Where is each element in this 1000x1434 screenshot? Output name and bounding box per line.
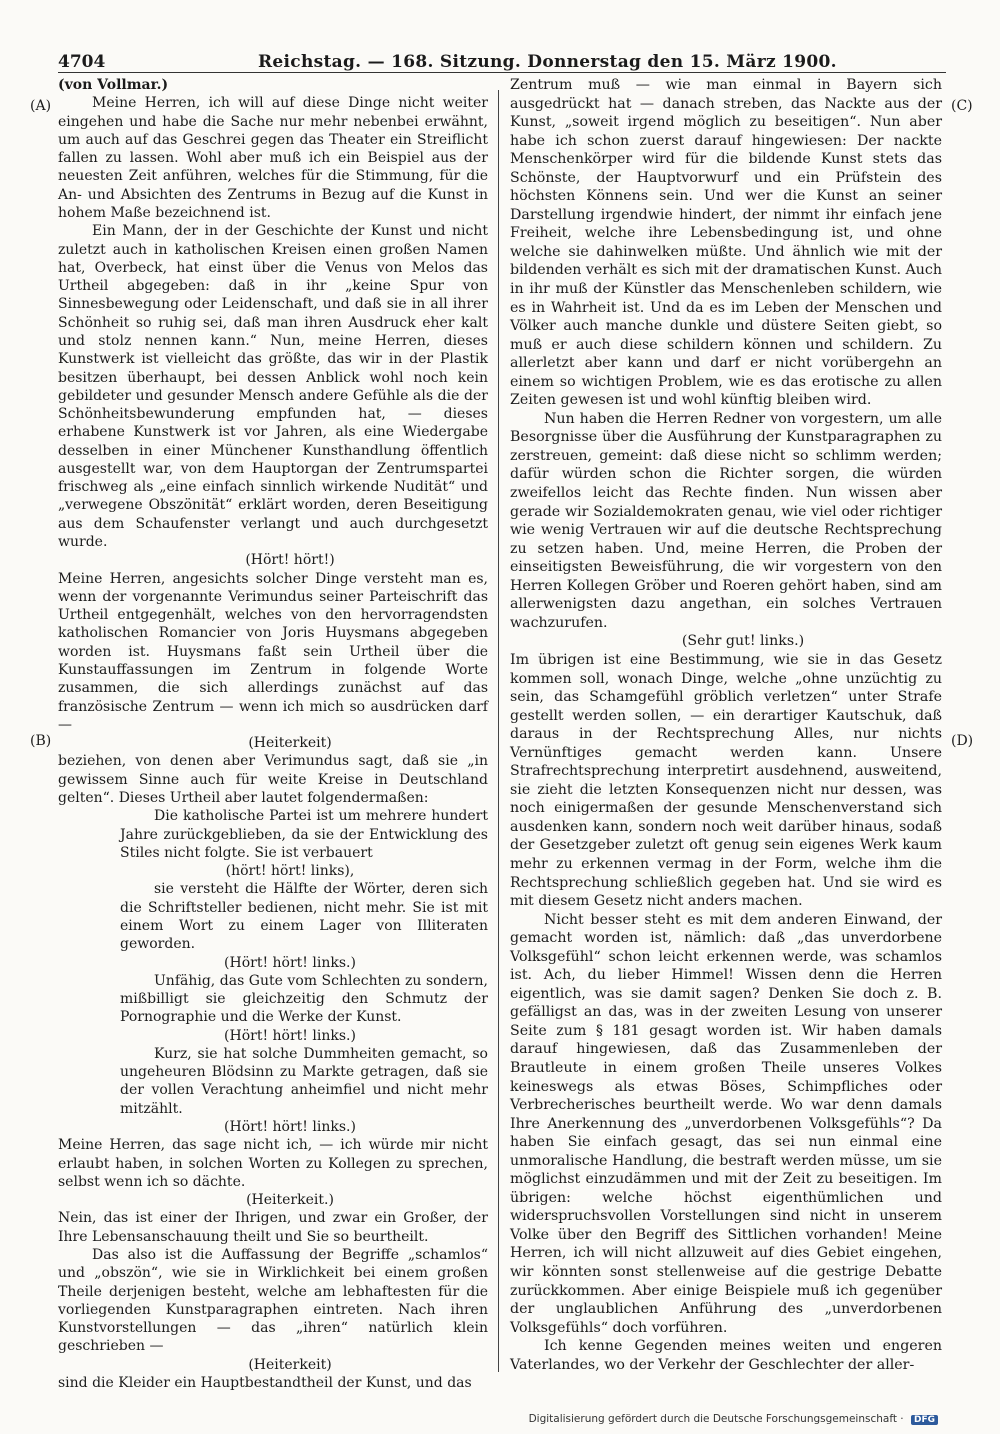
paragraph: Zentrum muß — wie man einmal in Bayern sich ausgedrückt hat — danach streben, das Nackte aus der Kunst, „soweit irgend möglich zu beseitigen“. Nun aber habe ich schon zuerst darauf hingewiesen: Der nackte Menschenkörper wird für die bildende Kunst stets das Schönste, der Hauptvorwurf und ein Prüfstein des höchsten Könnens sein. Und wer die Kunst an seiner Darstellung irgendwie hindert, der nimmt ihr einfach jene Freiheit, welche ihre Lebensbedingung ist, und ohne welche sie dahinwelken müßte. Und ähnlich wie mit der bildenden verhält es sich mit der dramatischen Kunst. Auch in ihr muß der Künstler das Menschenleben schildern, wie es in Wahrheit ist. Und da es im Leben der Menschen und Völker auch manche dunkle und düstere Seiten giebt, so muß er auch diese schildern können und schildern. Zu allerletzt aber kann und darf er nicht vorübergehn an einem so wichtigen Problem, wie es das erotische zu allen Zeiten gewesen ist und wohl künftig bleiben wird. xyxy=(510,77,942,409)
footer xyxy=(529,1413,938,1425)
margin-marker-d: (D) xyxy=(951,733,974,749)
left-column xyxy=(58,76,488,1392)
interjection: (Sehr gut! links.) xyxy=(681,633,805,650)
running-title: Reichstag. — 168. Sitzung. Donnerstag den 15. März 1900. xyxy=(258,52,837,72)
interjection: (Hört! hört! links.) xyxy=(224,1119,356,1136)
paragraph: Im übrigen ist eine Bestimmung, wie sie in das Gesetz kommen soll, wonach Dinge, welche „ohne unzüchtig zu sein, das Schamgefühl gröblich verletzen“ unter Strafe gestellt werden sollen, — ein derartiger Kautschuk, daß daraus in der Rechtsprechung Alles, nur nichts Vernünftiges gemacht werden kann. Unsere Strafrechtsprechung interpretirt ausdehnend, ausweitend, sie zieht die letzten Konsequenzen nicht nur dessen, was noch einigermaßen der gesunde Menschenverstand sich ausdenken kann, sondern noch weit darüber hinaus, sodaß der Gesetzgeber zuletzt oft genug sein eigenes Werk kaum mehr zu erkennen vermag in der Form, welche ihm die Rechtsprechung schließlich gegeben hat. Und sie wird es mit diesem Gesetz nicht anders machen. xyxy=(510,651,942,910)
interjection: (Heiterkeit.) xyxy=(246,1192,334,1209)
paragraph: Das also ist die Auffassung der Begriffe „schamlos“ und „obszön“, wie sie in Wirklichkeit bei einem großen Theile derjenigen besteht, welche am lebhaftesten für die vorliegenden Kunstparagraphen eintreten. Nach ihren Kunstvorstellungen — das „ihren“ natürlich klein geschrieben — xyxy=(58,1247,488,1355)
paragraph: Ein Mann, der in der Geschichte der Kunst und nicht zuletzt auch in katholischen Kreisen einen großen Namen hat, Overbeck, hat einst über die Venus von Melos das Urtheil abgegeben: daß in ihr „keine Spur von Sinnesbewegung oder Leidenschaft, und daß sie in all ihrer Schönheit so ruhig sei, daß man ihren Ausdruck eher kalt und stolz nennen kann.“ Nun, meine Herren, dieses Kunstwerk ist vielleicht das größte, das wir in der Plastik besitzen überhaupt, bei dessen Anblick wohl noch kein gebildeter und gesunder Mensch andere Gefühle als die der Schönheitsbewunderung empfunden hat, — dieses erhabene Kunstwerk ist vor Jahren, als eine Wiedergabe desselben in einer Münchener Kunsthandlung öffentlich ausgestellt war, von dem Hauptorgan der Zentrumspartei frischweg als „eine einfach sinnlich wirkende Nudität“ und „verwegene Obszönität“ erklärt worden, deren Beseitigung aus dem Schaufenster verlangt und auch durchgesetzt wurde. xyxy=(58,223,488,551)
interjection: (hört! hört! links), xyxy=(225,863,355,880)
paragraph: Meine Herren, angesichts solcher Dinge versteht man es, wenn der vorgenannte Verimundus seiner Parteischrift das Urtheil entgegenhält, welches von den hervorragendsten katholischen Romancier von Joris Huysmans abgegeben worden ist. Huysmans faßt sein Urtheil über die Kunstauffassungen im Zentrum in folgende Worte zusammen, die sich allerdings zunächst auf das französische Zentrum — wenn ich mich so ausdrücken darf — xyxy=(58,570,488,733)
paragraph: beziehen, von denen aber Verimundus sagt, daß sie „in gewissem Sinne auch für weite Kreise in Deutschland gelten“. Dieses Urtheil aber lautet folgendermaßen: xyxy=(58,753,488,806)
header-rule xyxy=(58,72,946,73)
paragraph: Nein, das ist einer der Ihrigen, und zwar ein Großer, der Ihre Lebensanschauung theilt und Sie so beurtheilt. xyxy=(58,1210,488,1245)
interjection: (Heiterkeit) xyxy=(248,1356,332,1373)
paragraph: Meine Herren, ich will auf diese Dinge nicht weiter eingehen und habe die Sache nur mehr nebenbei erwähnt, um auch auf das Geschrei gegen das Theater ein Streiflicht fallen zu lassen. Wohl aber muß ich ein Beispiel aus der neuesten Zeit anführen, welches für die Stimmung, für die An- und Absichten des Zentrums in Bezug auf die Kunst in hohem Maße bezeichnend ist. xyxy=(58,95,488,221)
interjection: (Heiterkeit) xyxy=(248,735,332,752)
block-quote: Kurz, sie hat solche Dummheiten gemacht, so ungeheuren Blödsinn zu Markte getragen, daß sie der vollen Verachtung anheimfiel und nicht mehr mitzählt. xyxy=(120,1045,488,1117)
page-header xyxy=(58,52,946,74)
paragraph: Nun haben die Herren Redner von vorgestern, um alle Besorgnisse über die Ausführung der Kunstparagraphen zu zerstreuen, gemeint: daß diese nicht so schlimm werden; dafür würden schon die Richter sorgen, die würden zweifellos leicht das Rechte finden. Nun wissen aber gerade wir Sozialdemokraten genau, wie viel oder richtiger wie wenig Vertrauen wir auf die deutsche Rechtsprechung zu setzen haben. Und, meine Herren, die Proben der einseitigsten Beweisführung, die wir vorgestern von den Herren Kollegen Gröber und Roeren gehört haben, sind am allerwenigsten dazu angethan, ein solches Vertrauen wachzurufen. xyxy=(510,410,942,631)
paragraph: sind die Kleider ein Hauptbestandtheil der Kunst, und das xyxy=(58,1374,472,1391)
interjection: (Hört! hört! links.) xyxy=(224,954,356,971)
block-quote: sie versteht die Hälfte der Wörter, deren sich die Schriftsteller bedienen, nicht mehr. Sie ist mit einem Wort zu einem Lager von Illiteraten geworden. xyxy=(120,881,488,953)
margin-marker-b: (B) xyxy=(30,733,52,749)
paragraph: Nicht besser steht es mit dem anderen Einwand, der gemacht worden ist, nämlich: daß „das unverdorbene Volksgefühl“ schon leicht erkennen werde, was schamlos ist. Ach, du lieber Himmel! Wissen denn die Herren eigentlich, was sie damit sagen? Denken Sie doch z. B. gefälligst an das, was in der zweiten Lesung von unserer Seite zum § 181 gesagt worden ist. Wir haben damals darauf hingewiesen, daß das Zusammenleben der Brautleute in einem großen Theile unseres Volkes keineswegs als etwas Böses, Schimpfliches oder Verbrecherisches beurtheilt werde. Wo war denn damals Ihre Anerkennung des „unverdorbenen Volksgefühls“? Da haben Sie einfach gesagt, das sei nun einmal eine unmoralische Handlung, die bestraft werden müsse, um sie möglichst einzudämmen und mit der Zeit zu beseitigen. Im übrigen: welche höchst eigenthümlichen und widerspruchsvollen Vorstellungen sind nicht in unserem Volke über den Begriff des Sittlichen vorhanden! Meine Herren, ich will nicht allzuweit auf dies Gebiet eingehen, wir könnten sonst stellenweise auf die gestrige Debatte zurückkommen. Aber einige Beispiele muß ich gegenüber der unglaublichen Anführung des „unverdorbenen Volksgefühls“ doch vorführen. xyxy=(510,911,942,1336)
column-divider xyxy=(498,90,499,1372)
footer-credit: Digitalisierung gefördert durch die Deutsche Forschungsgemeinschaft · xyxy=(528,1413,904,1425)
page-number: 4704 xyxy=(58,52,106,72)
right-column xyxy=(510,76,942,1374)
margin-marker-c: (C) xyxy=(951,98,973,114)
interjection: (Hört! hört!) xyxy=(245,552,335,569)
block-quote: Unfähig, das Gute vom Schlechten zu sondern, mißbilligt sie gleichzeitig den Schmutz der Pornographie und die Werke der Kunst. xyxy=(120,972,488,1026)
block-quote: Die katholische Partei ist um mehrere hundert Jahre zurückgeblieben, da sie der Entwicklung des Stiles nicht folgte. Sie ist verbauert xyxy=(120,808,488,861)
dfg-logo: DFG xyxy=(911,1415,938,1425)
paragraph: Ich kenne Gegenden meines weiten und engeren Vaterlandes, wo der Verkehr der Geschlechter der aller- xyxy=(510,1338,942,1373)
paragraph: Meine Herren, das sage nicht ich, — ich würde mir nicht erlaubt haben, in solchen Worten zu Kollegen zu sprechen, selbst wenn ich so dächte. xyxy=(58,1137,488,1190)
interjection: (Hört! hört! links.) xyxy=(224,1027,356,1044)
margin-marker-a: (A) xyxy=(30,98,52,114)
speaker-name: (von Vollmar.) xyxy=(58,77,169,93)
